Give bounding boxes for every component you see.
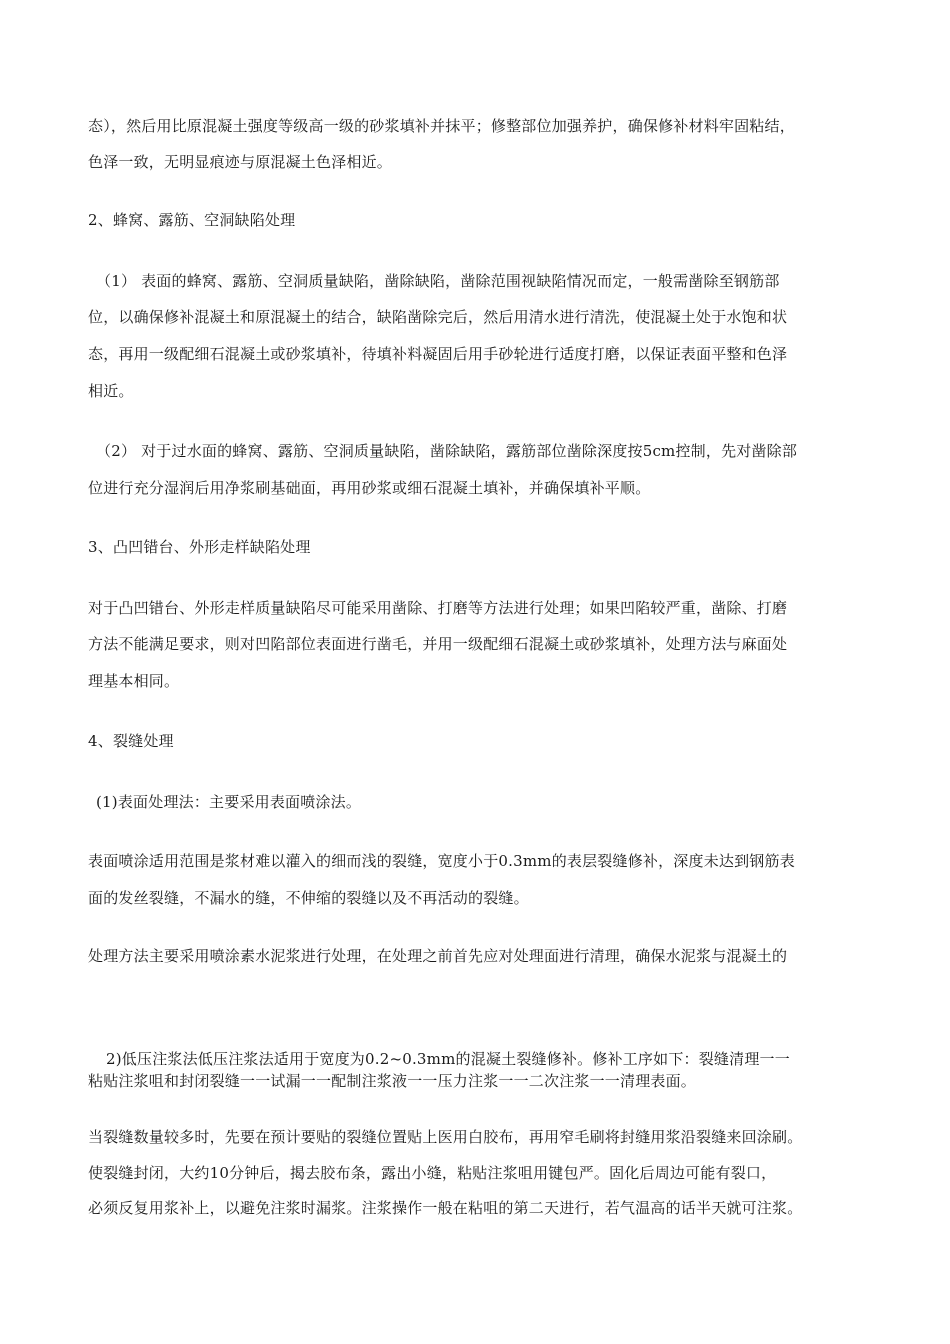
item-1-line-2: 位，以确保修补混凝土和原混凝土的结合，缺陷凿除完后，然后用清水进行清洗，使混凝土处于水饱和状 [88, 308, 788, 326]
grouting-line-1: 2)低压注浆法低压注浆法适用于宽度为0.2~0.3mm的混凝土裂缝修补。修补工序如下：裂缝清理一一 [106, 1050, 790, 1068]
misalignment-line-3: 理基本相同。 [88, 672, 180, 690]
item-1-line-1: （1） 表面的蜂窝、露筋、空洞质量缺陷，凿除缺陷，凿除范围视缺陷情况而定，一般需凿除至钢筋部 [96, 272, 780, 290]
misalignment-line-2: 方法不能满足要求，则对凹陷部位表面进行凿毛，并用一级配细石混凝土或砂浆填补，处理方法与麻面处 [88, 635, 788, 653]
surface-method-heading: (1)表面处理法：主要采用表面喷涂法。 [96, 793, 362, 811]
spray-scope-line-2: 面的发丝裂缝，不漏水的缝，不伸缩的裂缝以及不再活动的裂缝。 [88, 889, 529, 907]
item-2-line-2: 位进行充分湿润后用净浆刷基础面，再用砂浆或细石混凝土填补，并确保填补平顺。 [88, 479, 651, 497]
grouting-detail-line-2: 使裂缝封闭，大约10分钟后，揭去胶布条，露出小缝，粘贴注浆咀用键包严。固化后周边可能有裂口， [88, 1164, 777, 1182]
item-1-line-4: 相近。 [88, 382, 134, 400]
heading-cracks: 4、裂缝处理 [88, 732, 174, 750]
paragraph-repair-line-2: 色泽一致，无明显痕迹与原混凝土色泽相近。 [88, 153, 393, 171]
spray-method-line-1: 处理方法主要采用喷涂素水泥浆进行处理，在处理之前首先应对处理面进行清理，确保水泥浆与混凝土的 [88, 947, 788, 965]
grouting-line-2: 粘贴注浆咀和封闭裂缝一一试漏一一配制注浆液一一压力注浆一一二次注浆一一清理表面。 [88, 1072, 697, 1090]
heading-honeycomb: 2、蜂窝、露筋、空洞缺陷处理 [88, 211, 296, 229]
spray-scope-line-1: 表面喷涂适用范围是浆材难以灌入的细而浅的裂缝，宽度小于0.3mm的表层裂缝修补，深度未达到钢筋表 [88, 852, 795, 870]
item-1-line-3: 态，再用一级配细石混凝土或砂浆填补，待填补料凝固后用手砂轮进行适度打磨，以保证表面平整和色泽 [88, 345, 788, 363]
grouting-detail-line-1: 当裂缝数量较多时，先要在预计要贴的裂缝位置贴上医用白胶布，再用窄毛刷将封缝用浆沿裂缝来回涂刷。 [88, 1128, 803, 1146]
item-2-line-1: （2） 对于过水面的蜂窝、露筋、空洞质量缺陷，凿除缺陷，露筋部位凿除深度按5cm控制，先对凿除部 [96, 442, 798, 460]
heading-misalignment: 3、凸凹错台、外形走样缺陷处理 [88, 538, 311, 556]
grouting-detail-line-3: 必须反复用浆补上，以避免注浆时漏浆。注浆操作一般在粘咀的第二天进行，若气温高的话半天就可注浆。 [88, 1199, 803, 1217]
paragraph-repair-line-1: 态），然后用比原混凝土强度等级高一级的砂浆填补并抹平；修整部位加强养护，确保修补材料牢固粘结， [88, 117, 795, 135]
misalignment-line-1: 对于凸凹错台、外形走样质量缺陷尽可能采用凿除、打磨等方法进行处理；如果凹陷较严重，凿除、打磨 [88, 599, 788, 617]
